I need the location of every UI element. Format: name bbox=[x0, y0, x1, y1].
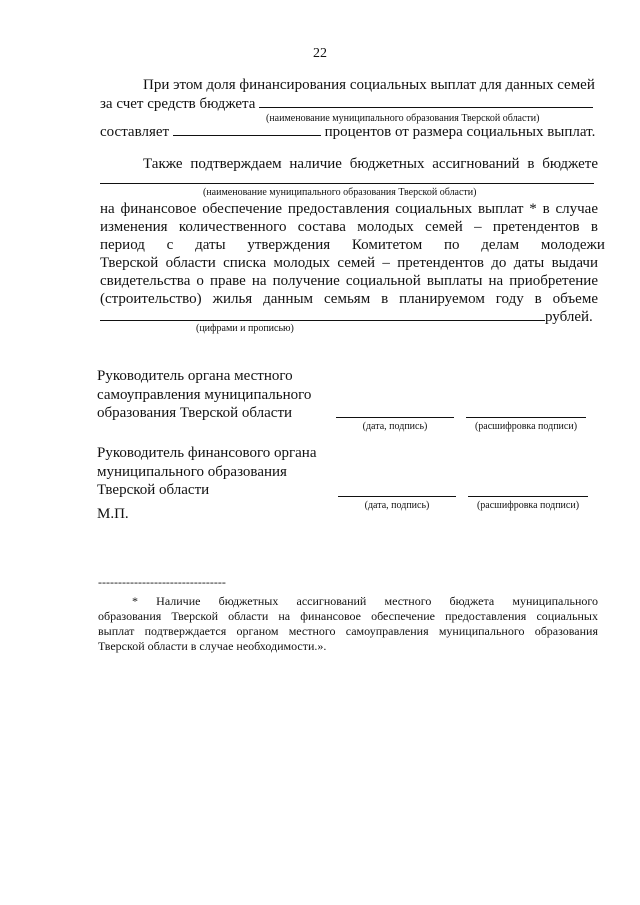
footnote-line: Тверской области в случае необходимости.». bbox=[98, 639, 327, 653]
budget-name-blank[interactable] bbox=[259, 95, 593, 108]
signature1-name-line[interactable] bbox=[466, 417, 586, 418]
signature2-title bbox=[97, 444, 317, 500]
para1-caption: (наименование муниципального образования Тверской области) bbox=[266, 113, 540, 124]
signature2-name-caption: (расшифровка подписи) bbox=[476, 500, 580, 511]
amount-blank[interactable] bbox=[100, 308, 545, 321]
signature1-title-line: Руководитель органа местного bbox=[97, 368, 293, 384]
footnote-separator: -------------------------------- bbox=[98, 575, 226, 589]
para2-caption: (наименование муниципального образования Тверской области) bbox=[203, 187, 477, 198]
footnote-line: образования Тверской области на финансовое обеспечение предоставления социальных bbox=[98, 609, 598, 623]
signature2-name-line[interactable] bbox=[468, 496, 588, 497]
signature1-title-line: образования Тверской области bbox=[97, 405, 293, 421]
signature1-date-caption: (дата, подпись) bbox=[362, 421, 428, 432]
para2-budget-blank[interactable] bbox=[100, 183, 594, 184]
percent-blank[interactable] bbox=[173, 123, 321, 136]
para2-text-line: Тверской области списка молодых семей – претендентов до даты выдачи bbox=[100, 255, 598, 271]
page-number: 22 bbox=[313, 46, 327, 61]
para2-text-line: период с даты утверждения Комитетом по делам молодежи bbox=[100, 237, 605, 253]
signature1-title bbox=[97, 367, 311, 423]
signature1-name-caption: (расшифровка подписи) bbox=[474, 421, 578, 432]
para2-line1: Также подтверждаем наличие бюджетных ассигнований в бюджете bbox=[143, 156, 598, 172]
para2-text-line: свидетельства о праве на получение социальной выплаты на приобретение bbox=[100, 273, 598, 289]
signature2-title-line: Руководитель финансового органа bbox=[97, 445, 317, 461]
para1-line3 bbox=[100, 123, 595, 142]
para1-line3-prefix: составляет bbox=[100, 124, 170, 140]
stamp-label: М.П. bbox=[97, 506, 129, 522]
para2-text-line: изменения количественного состава молодых семей – претендентов в bbox=[100, 219, 598, 235]
para1-line1: При этом доля финансирования социальных выплат для данных семей bbox=[143, 77, 595, 93]
para1-line2 bbox=[100, 95, 593, 114]
amount-caption: (цифрами и прописью) bbox=[196, 323, 294, 334]
rubles-label: рублей. bbox=[545, 309, 593, 325]
footnote-line: выплат подтверждается органом местного самоуправления муниципального образования bbox=[98, 624, 598, 638]
footnote-line: * Наличие бюджетных ассигнований местного бюджета муниципального bbox=[132, 594, 598, 608]
para2-text-line: на финансовое обеспечение предоставления социальных выплат * в случае bbox=[100, 201, 598, 217]
signature2-title-line: Тверской области bbox=[97, 482, 210, 498]
para2-amount-line bbox=[100, 308, 593, 327]
signature2-title-line: муниципального образования bbox=[97, 463, 287, 480]
signature1-title-line: самоуправления муниципального bbox=[97, 386, 312, 403]
signature1-date-line[interactable] bbox=[336, 417, 454, 418]
signature2-date-line[interactable] bbox=[338, 496, 456, 497]
para1-line2-prefix: за счет средств бюджета bbox=[100, 96, 256, 112]
para2-text-line: (строительство) жилья данным семьям в планируемом году в объеме bbox=[100, 291, 598, 307]
para1-line3-suffix: процентов от размера социальных выплат. bbox=[324, 124, 596, 140]
signature2-date-caption: (дата, подпись) bbox=[364, 500, 430, 511]
